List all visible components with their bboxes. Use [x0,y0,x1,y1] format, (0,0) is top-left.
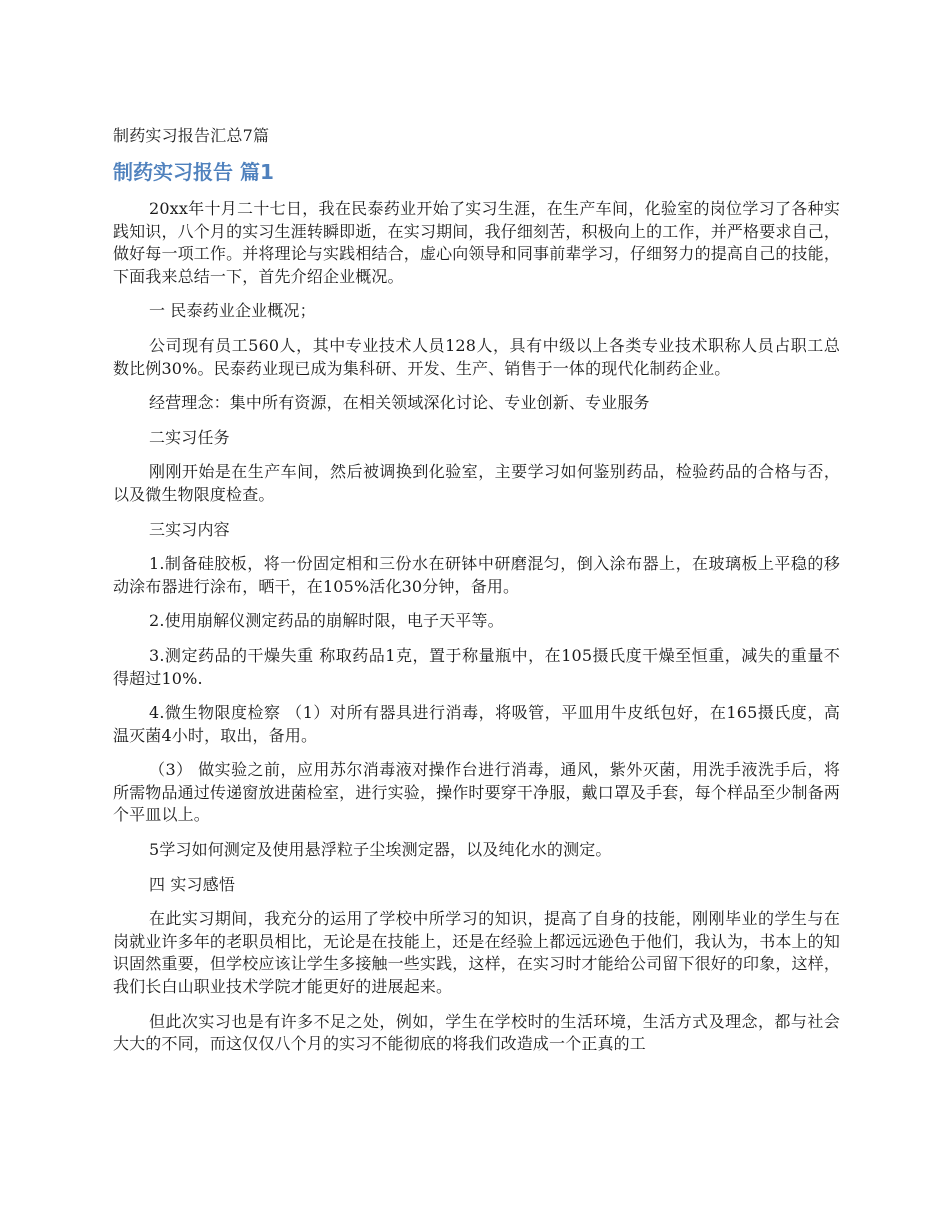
section-heading: 制药实习报告 篇1 [113,160,274,184]
paragraph-item-4-sub-3: （3） 做实验之前，应用苏尔消毒液对操作台进行消毒，通风，紫外灭菌，用洗手液洗手后，将所需物品通过传递窗放进菌检室，进行实验，操作时要穿干净服，戴口罩及手套，每个样品至少制备两个平皿以上。 [113,760,840,825]
paragraph-item-4: 4.微生物限度检察 （1）对所有器具进行消毒，将吸管，平皿用牛皮纸包好，在165摄氏度，高温灭菌4小时，取出，备用。 [113,703,840,745]
paragraph-internship-tasks: 刚刚开始是在生产车间，然后被调换到化验室，主要学习如何鉴别药品，检验药品的合格与否，以及微生物限度检查。 [113,462,840,504]
document-title: 制药实习报告汇总7篇 [113,126,270,145]
paragraph-company-overview: 公司现有员工560人，其中专业技术人员128人，具有中级以上各类专业技术职称人员占职工总数比例30%。民泰药业现已成为集科研、开发、生产、销售于一体的现代化制药企业。 [113,335,840,378]
paragraph-company-overview-heading: 一 民泰药业企业概况； [149,301,316,321]
paragraph-intro: 20xx年十月二十七日，我在民泰药业开始了实习生涯，在生产车间，化验室的岗位学习了各种实践知识，八个月的实习生涯转瞬即逝，在实习期间，我仔细刻苦，积极向上的工作，并严格要求自己，做好每一项工作。并将理论与实践相结合，虚心向领导和同事前辈学习，仔细努力的提高自己的技能，下面我来总结一下，首先介绍企业概况。 [113,199,840,286]
paragraph-shortcomings: 但此次实习也是有许多不足之处，例如，学生在学校时的生活环境，生活方式及理念，都与社会大大的不同，而这仅仅八个月的实习不能彻底的将我们改造成一个正真的工 [113,1011,840,1054]
paragraph-item-1: 1.制备硅胶板，将一份固定相和三份水在研钵中研磨混匀，倒入涂布器上，在玻璃板上平稳的移动涂布器进行涂布，晒干，在105%活化30分钟，备用。 [113,554,840,596]
paragraph-internship-content-heading: 三实习内容 [149,519,230,539]
document-body [113,124,840,1068]
paragraph-reflection-heading: 四 实习感悟 [149,874,235,894]
paragraph-item-2: 2.使用崩解仪测定药品的崩解时限，电子天平等。 [149,611,504,631]
paragraph-internship-tasks-heading: 二实习任务 [149,427,230,447]
paragraph-item-3: 3.测定药品的干燥失重 称取药品1克，置于称量瓶中，在105摄氏度干燥至恒重，减失的重量不得超过10%. [113,645,840,688]
paragraph-item-5: 5学习如何测定及使用悬浮粒子尘埃测定器，以及纯化水的测定。 [149,840,612,860]
paragraph-business-philosophy: 经营理念：集中所有资源，在相关领域深化讨论、专业创新、专业服务 [149,393,650,413]
paragraph-reflection: 在此实习期间，我充分的运用了学校中所学习的知识，提高了自身的技能，刚刚毕业的学生与在岗就业许多年的老职员相比，无论是在技能上，还是在经验上都远远逊色于他们，我认为，书本上的知识固然重要，但学校应该让学生多接触一些实践，这样，在实习时才能给公司留下很好的印象，这样，我们长白山职业技术学院才能更好的进展起来。 [113,909,840,997]
